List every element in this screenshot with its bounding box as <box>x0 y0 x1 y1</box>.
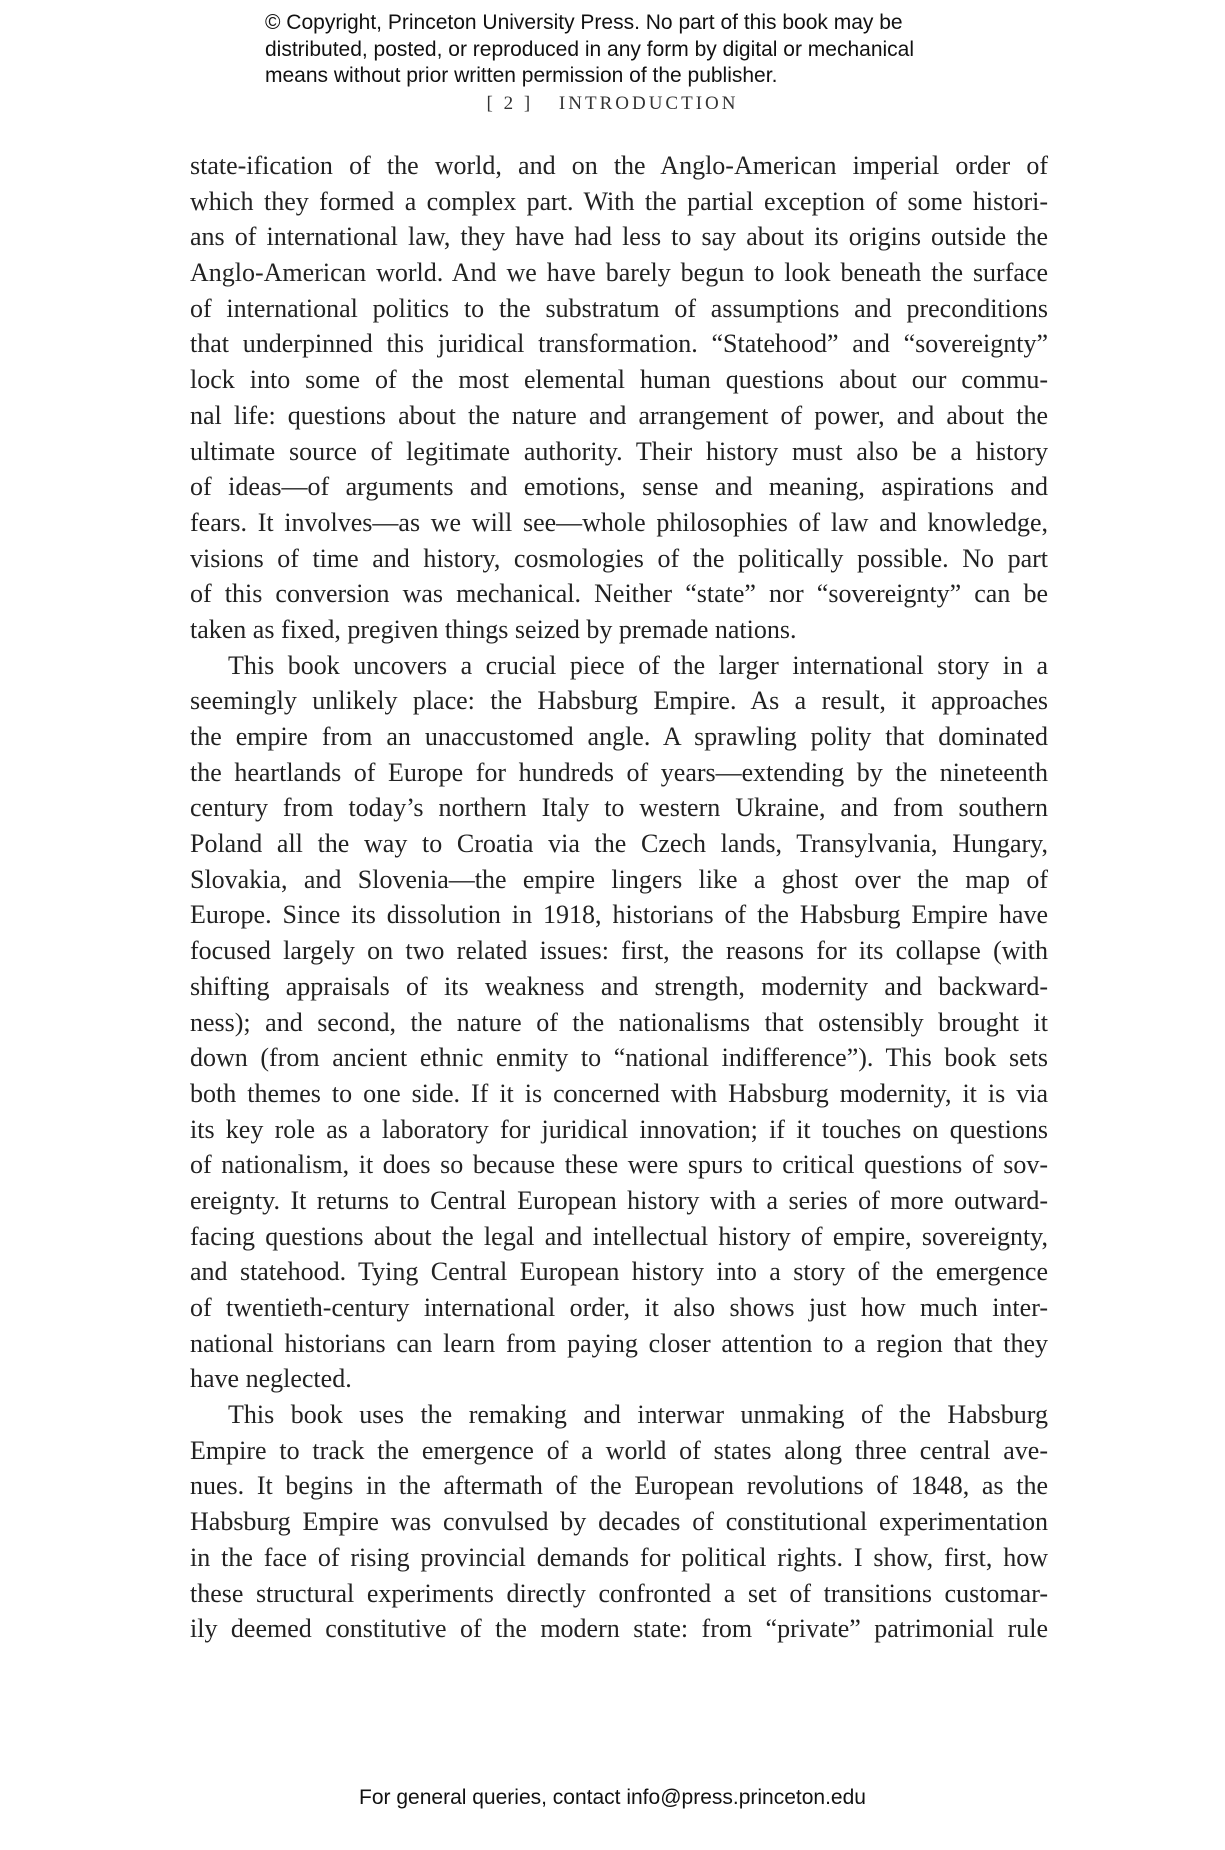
page-number: [ 2 ] <box>486 93 534 114</box>
text-line: focused largely on two related issues: first, the reasons for its collapse (with <box>190 936 1048 966</box>
text-line: have neglected. <box>190 1364 352 1394</box>
text-line: of international politics to the substratum of assumptions and preconditions <box>190 293 1048 323</box>
text-line: Europe. Since its dissolution in 1918, historians of the Habsburg Empire have <box>190 900 1048 930</box>
text-line: in the face of rising provincial demands for political rights. I show, first, how <box>190 1542 1048 1572</box>
text-line: visions of time and history, cosmologies of the politically possible. No part <box>190 543 1048 573</box>
text-line: This book uncovers a crucial piece of the larger international story in a <box>228 650 1048 680</box>
text-line: ereignty. It returns to Central European history with a series of more outward- <box>190 1185 1048 1215</box>
text-line: ultimate source of legitimate authority. Their history must also be a history <box>190 436 1048 466</box>
section-title: INTRODUCTION <box>558 93 739 114</box>
text-line: of this conversion was mechanical. Neither “state” nor “sovereignty” can be <box>190 579 1048 609</box>
text-line: of ideas—of arguments and emotions, sense and meaning, aspirations and <box>190 472 1048 502</box>
running-head <box>0 93 1225 115</box>
text-line: Anglo-American world. And we have barely begun to look beneath the surface <box>190 258 1048 288</box>
copyright-notice <box>265 10 1025 90</box>
text-line: down (from ancient ethnic enmity to “national indifference”). This book sets <box>190 1043 1048 1073</box>
text-line: its key role as a laboratory for juridical innovation; if it touches on questions <box>190 1114 1048 1144</box>
text-line: shifting appraisals of its weakness and strength, modernity and backward- <box>190 971 1048 1001</box>
text-line: nal life: questions about the nature and arrangement of power, and about the <box>190 400 1048 430</box>
text-line: that underpinned this juridical transformation. “Statehood” and “sovereignty” <box>190 329 1048 359</box>
text-line: seemingly unlikely place: the Habsburg Empire. As a result, it approaches <box>190 686 1048 716</box>
text-line: century from today’s northern Italy to western Ukraine, and from southern <box>190 793 1048 823</box>
paragraph <box>190 1397 1048 1647</box>
text-line: nues. It begins in the aftermath of the European revolutions of 1848, as the <box>190 1471 1048 1501</box>
text-line: of nationalism, it does so because these were spurs to critical questions of sov- <box>190 1150 1048 1180</box>
text-line: Habsburg Empire was convulsed by decades of constitutional experimentation <box>190 1507 1048 1537</box>
text-line: state-ification of the world, and on the Anglo-American imperial order of <box>190 151 1048 180</box>
copyright-line: © Copyright, Princeton University Press. No part of this book may be <box>265 11 903 34</box>
text-line: of twentieth-century international order, it also shows just how much inter- <box>190 1293 1048 1322</box>
text-line: Empire to track the emergence of a world of states along three central ave- <box>190 1435 1048 1465</box>
text-line: facing questions about the legal and intellectual history of empire, sovereignty, <box>190 1221 1048 1251</box>
text-line: these structural experiments directly confronted a set of transitions customar- <box>190 1578 1048 1608</box>
text-line: This book uses the remaking and interwar unmaking of the Habsburg <box>228 1400 1048 1430</box>
text-line: which they formed a complex part. With the partial exception of some histori- <box>190 186 1048 216</box>
copyright-line: means without prior written permission of the publisher. <box>265 64 778 87</box>
paragraph <box>190 648 1048 1397</box>
text-line: fears. It involves—as we will see—whole philosophies of law and knowledge, <box>190 507 1048 537</box>
text-line: the empire from an unaccustomed angle. A sprawling polity that dominated <box>190 722 1048 751</box>
copyright-line: distributed, posted, or reproduced in any form by digital or mechanical <box>265 37 915 61</box>
footer-contact: For general queries, contact info@press.princeton.edu <box>359 1786 866 1809</box>
text-line: ness); and second, the nature of the nationalisms that ostensibly brought it <box>190 1007 1048 1037</box>
text-line: the heartlands of Europe for hundreds of years—extending by the nineteenth <box>190 757 1048 787</box>
text-line: national historians can learn from paying closer attention to a region that they <box>190 1328 1048 1358</box>
text-line: both themes to one side. If it is concerned with Habsburg modernity, it is via <box>190 1078 1048 1108</box>
text-line: taken as fixed, pregiven things seized by premade nations. <box>190 614 797 644</box>
text-line: ily deemed constitutive of the modern state: from “private” patrimonial rule <box>190 1614 1048 1644</box>
text-line: and statehood. Tying Central European history into a story of the emergence <box>190 1257 1048 1287</box>
paragraph <box>190 148 1048 648</box>
text-line: Poland all the way to Croatia via the Czech lands, Transylvania, Hungary, <box>190 829 1048 859</box>
body-text <box>190 148 1048 1647</box>
text-line: ans of international law, they have had less to say about its origins outside the <box>190 222 1048 252</box>
text-line: Slovakia, and Slovenia—the empire lingers like a ghost over the map of <box>190 864 1048 894</box>
text-line: lock into some of the most elemental human questions about our commu- <box>190 365 1048 395</box>
